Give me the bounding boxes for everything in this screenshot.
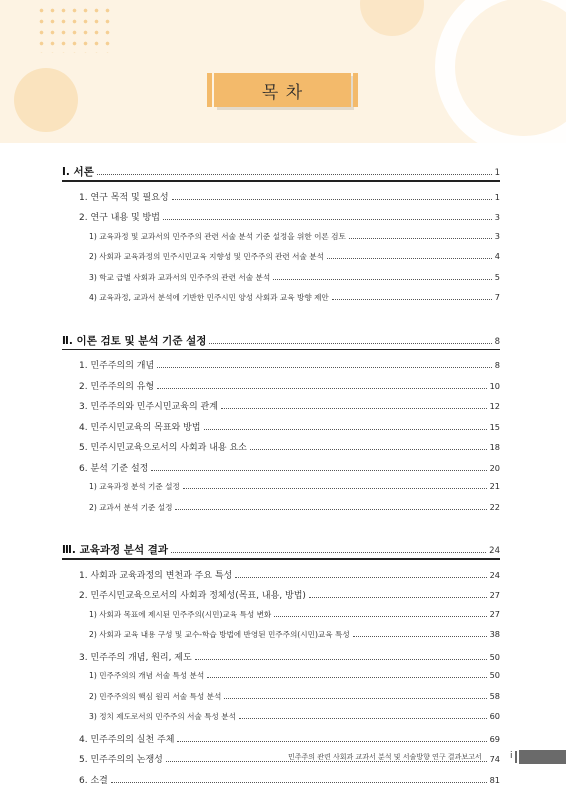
footer-page-bar bbox=[519, 750, 566, 764]
subsection-title: 1) 사회과 목표에 제시된 민주주의(시민)교육 특성 변화 bbox=[89, 609, 272, 619]
subsection-page: 5 bbox=[494, 271, 500, 282]
footer-report-title: 민주주의 관련 사회과 교과서 분석 및 서술방향 연구 결과보고서 bbox=[288, 753, 482, 761]
toc-section[interactable] bbox=[62, 420, 500, 441]
dot-leader bbox=[239, 718, 487, 719]
decorative-ring bbox=[435, 0, 566, 143]
toc-subsection[interactable] bbox=[62, 481, 500, 502]
dot-leader bbox=[157, 367, 492, 368]
subsection-title: 2) 교과서 분석 기준 설정 bbox=[89, 502, 173, 512]
decorative-circle bbox=[14, 68, 78, 132]
subsection-page: 58 bbox=[489, 690, 500, 701]
section-page: 15 bbox=[489, 421, 500, 432]
section-page: 74 bbox=[489, 754, 500, 764]
toc-subsection[interactable] bbox=[62, 502, 500, 523]
section-page: 1 bbox=[494, 191, 500, 202]
dot-leader bbox=[204, 429, 487, 430]
subsection-title: 2) 사회과 교육 내용 구성 및 교수-학습 방법에 반영된 민주주의(시민)교육 특성 bbox=[89, 630, 350, 639]
subsection-page: 60 bbox=[489, 711, 500, 721]
subsection-page: 4 bbox=[494, 251, 500, 261]
subsection-title: 2) 사회과 교육과정의 민주시민교육 지향성 및 민주주의 관련 서술 분석 bbox=[89, 252, 324, 261]
section-page: 69 bbox=[489, 733, 500, 744]
section-page: 81 bbox=[489, 774, 500, 785]
subsection-page: 7 bbox=[494, 292, 500, 302]
dot-leader bbox=[250, 449, 487, 450]
toc-section[interactable] bbox=[62, 399, 500, 420]
section-title: 2. 연구 내용 및 방법 bbox=[79, 213, 160, 223]
dot-leader bbox=[111, 782, 487, 783]
section-title: 4. 민주시민교육의 목표와 방법 bbox=[79, 422, 201, 433]
chapter-rule bbox=[62, 349, 500, 351]
chapter-gap bbox=[62, 522, 500, 541]
section-title: 2. 민주시민교육으로서의 사회과 정체성(목표, 내용, 방법) bbox=[79, 591, 306, 601]
footer-divider bbox=[515, 751, 517, 763]
toc-section[interactable] bbox=[62, 461, 500, 482]
dot-leader bbox=[157, 388, 486, 389]
section-page: 20 bbox=[489, 462, 500, 473]
page-title: 목 차 bbox=[214, 73, 351, 107]
chapter-page: 8 bbox=[494, 336, 500, 347]
dot-leader bbox=[221, 408, 487, 409]
section-page: 12 bbox=[489, 401, 500, 411]
section-title: 6. 분석 기준 설정 bbox=[79, 463, 149, 474]
toc-section[interactable] bbox=[62, 650, 500, 671]
toc-section[interactable] bbox=[62, 588, 500, 609]
subsection-title: 1) 교육과정 분석 기준 설정 bbox=[89, 482, 180, 491]
subsection-page: 38 bbox=[489, 629, 500, 639]
dot-leader bbox=[274, 616, 486, 617]
section-title: 1. 연구 목적 및 필요성 bbox=[79, 192, 169, 203]
subsection-title: 3) 정치 제도로서의 민주주의 서술 특성 분석 bbox=[89, 712, 236, 721]
section-title: 5. 민주시민교육으로서의 사회과 내용 요소 bbox=[79, 443, 247, 453]
section-title: 3. 민주주의와 민주시민교육의 관계 bbox=[79, 402, 218, 412]
chapter-rule bbox=[62, 558, 500, 560]
toc-section[interactable] bbox=[62, 379, 500, 400]
header-banner bbox=[0, 0, 566, 143]
decorative-circle bbox=[360, 0, 424, 36]
section-page: 18 bbox=[489, 442, 500, 452]
toc-section[interactable] bbox=[62, 773, 500, 794]
section-page: 24 bbox=[489, 569, 500, 580]
toc-section[interactable] bbox=[62, 568, 500, 589]
subsection-page: 3 bbox=[494, 230, 500, 241]
dot-leader bbox=[172, 199, 492, 200]
dot-leader bbox=[163, 219, 492, 220]
section-page: 3 bbox=[494, 212, 500, 222]
dot-leader bbox=[195, 659, 487, 660]
toc-section[interactable] bbox=[62, 210, 500, 231]
chapter-title: Ⅲ. 교육과정 분석 결과 bbox=[62, 544, 169, 556]
dot-leader bbox=[349, 238, 492, 239]
section-title: 5. 민주주의의 논쟁성 bbox=[79, 755, 163, 765]
toc-section[interactable] bbox=[62, 732, 500, 753]
subsection-title: 1) 민주주의의 개념 서술 특성 분석 bbox=[89, 671, 205, 680]
subsection-title: 4) 교육과정, 교과서 분석에 기반한 민주시민 양성 사회과 교육 방향 제안 bbox=[89, 293, 329, 302]
dot-leader bbox=[273, 279, 492, 280]
chapter-page: 1 bbox=[494, 168, 500, 178]
table-of-contents bbox=[62, 163, 500, 793]
dot-leader bbox=[175, 509, 486, 510]
dot-leader bbox=[183, 488, 487, 489]
dot-leader bbox=[353, 636, 487, 637]
dot-leader bbox=[309, 597, 487, 598]
toc-subsection[interactable] bbox=[62, 629, 500, 650]
subsection-page: 27 bbox=[489, 608, 500, 619]
toc-subsection[interactable] bbox=[62, 670, 500, 691]
dot-leader bbox=[97, 174, 492, 175]
subsection-title: 2) 민주주의의 핵심 원리 서술 특성 분석 bbox=[89, 691, 222, 701]
section-title: 4. 민주주의의 실천 주체 bbox=[79, 734, 175, 745]
section-title: 1. 사회과 교육과정의 변천과 주요 특성 bbox=[79, 570, 233, 581]
chapter-rule bbox=[62, 180, 500, 182]
section-title: 3. 민주주의 개념, 원리, 제도 bbox=[79, 652, 192, 663]
dot-leader bbox=[332, 299, 492, 300]
subsection-page: 22 bbox=[489, 501, 500, 512]
toc-subsection[interactable] bbox=[62, 711, 500, 732]
subsection-page: 21 bbox=[489, 481, 500, 491]
dot-leader bbox=[209, 343, 491, 344]
chapter-gap bbox=[62, 313, 500, 332]
section-title: 1. 민주주의의 개념 bbox=[79, 361, 155, 371]
subsection-title: 3) 학교 급별 사회과 교과서의 민주주의 관련 서술 분석 bbox=[89, 272, 271, 282]
section-title: 2. 민주주의의 유형 bbox=[79, 381, 155, 392]
toc-section[interactable] bbox=[62, 440, 500, 461]
toc-section[interactable] bbox=[62, 358, 500, 379]
decorative-dot-pattern bbox=[36, 5, 116, 53]
subsection-page: 50 bbox=[489, 670, 500, 680]
chapter-page: 24 bbox=[489, 546, 500, 556]
dot-leader bbox=[224, 698, 486, 699]
subsection-title: 1) 교육과정 및 교과서의 민주주의 관련 서술 분석 기준 설정을 위한 이론 검토 bbox=[89, 231, 346, 241]
section-page: 10 bbox=[489, 380, 500, 391]
section-title: 6. 소결 bbox=[79, 775, 108, 786]
toc-subsection[interactable] bbox=[62, 691, 500, 712]
toc-subsection[interactable] bbox=[62, 251, 500, 272]
chapter-title: Ⅰ. 서론 bbox=[62, 166, 94, 178]
section-page: 27 bbox=[489, 590, 500, 600]
dot-leader bbox=[171, 552, 486, 553]
dot-leader bbox=[207, 677, 486, 678]
dot-leader bbox=[235, 577, 486, 578]
chapter-title: Ⅱ. 이론 검토 및 분석 기준 설정 bbox=[62, 334, 207, 347]
toc-subsection[interactable] bbox=[62, 609, 500, 630]
dot-leader bbox=[327, 258, 492, 259]
toc-subsection[interactable] bbox=[62, 231, 500, 252]
section-page: 8 bbox=[494, 360, 500, 370]
section-page: 50 bbox=[489, 651, 500, 662]
toc-section[interactable] bbox=[62, 190, 500, 211]
toc-subsection[interactable] bbox=[62, 292, 500, 313]
toc-subsection[interactable] bbox=[62, 272, 500, 293]
footer-page-number: i bbox=[510, 751, 513, 761]
dot-leader bbox=[151, 470, 486, 471]
dot-leader bbox=[177, 741, 486, 742]
